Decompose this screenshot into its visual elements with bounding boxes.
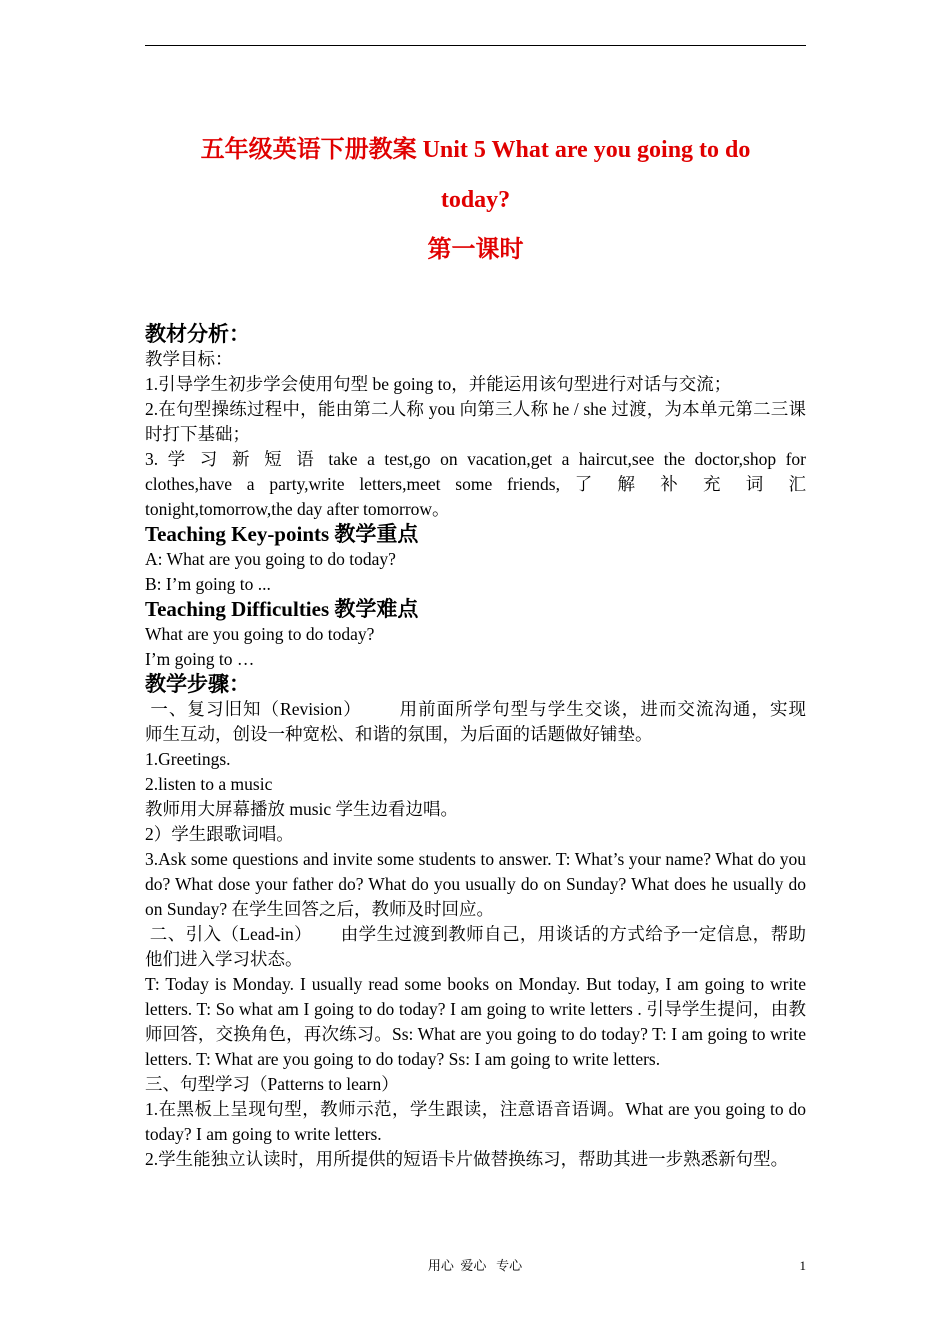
sing-lyrics: 2）学生跟歌词唱。 (145, 824, 294, 844)
dialogue: T: Today is Monday. I usually read some books on Monday. But today, I am going to write letters. T: So what am I going to do today? I am going to write letters . 引导学生提问，由教师回答，交换角色，再次练习。Ss: What are you going to do today? T: I am going to write letters. T: What are you going to do today? Ss: I am going to write letters. (145, 974, 806, 1069)
pattern-1: 1.在黑板上呈现句型，教师示范，学生跟读，注意语音语调。What are you going to do today? I am going to write letters. (145, 1099, 806, 1144)
keypoint-b: B: I’m going to ... (145, 574, 271, 594)
document-title-line2: today? (440, 187, 511, 213)
goal-3-line-2: clothes,have a party,write letters,meet some friends, 了 解 补 充 词 汇 (145, 474, 806, 494)
greetings: 1.Greetings. (145, 749, 231, 769)
goal-3-line-1: 3. 学 习 新 短 语 take a test,go on vacation,get a haircut,see the doctor,shop for (145, 449, 806, 469)
footer-motto: 用心 爱心 专心 (427, 1258, 523, 1273)
difficulties-heading: Teaching Difficulties 教学难点 (145, 597, 419, 621)
header-rule (145, 45, 806, 46)
listen-music: 2.listen to a music (145, 774, 273, 794)
goals-label: 教学目标： (145, 349, 233, 369)
play-music: 教师用大屏幕播放 music 学生边看边唱。 (145, 799, 459, 819)
ask-questions: 3.Ask some questions and invite some students to answer. T: What’s your name? What do you do? What dose your father do? What do you usually do on Sunday? What does he usually do on Sunday? 在学生回答之后，教师及时回应。 (145, 849, 806, 919)
document-title-line1: 五年级英语下册教案 Unit 5 What are you going to do (200, 137, 751, 163)
steps-heading: 教学步骤： (145, 672, 250, 696)
pattern-2: 2.学生能独立认读时，用所提供的短语卡片做替换练习，帮助其进一步熟悉新句型。 (145, 1149, 789, 1169)
page-number: 1 (799, 1258, 806, 1273)
goal-1: 1.引导学生初步学会使用句型 be going to，并能运用该句型进行对话与交流； (145, 374, 732, 394)
lead-in: 二、引入（Lead-in） 由学生过渡到教师自己，用谈话的方式给予一定信息，帮助他们进入学习状态。 (145, 924, 807, 969)
step-1-line-2: 师生互动，创设一种宽松、和谐的氛围，为后面的话题做好铺垫。 (145, 724, 653, 744)
keypoint-a: A: What are you going to do today? (145, 549, 396, 569)
patterns-heading: 三、句型学习（Patterns to learn） (145, 1074, 399, 1094)
lesson-subtitle: 第一课时 (427, 237, 524, 263)
step-1-line-1: 一、复习旧知（Revision） 用前面所学句型与学生交谈，进而交流沟通，实现 (145, 699, 806, 719)
difficulty-1: What are you going to do today? (145, 624, 375, 644)
keypoints-heading: Teaching Key-points 教学重点 (145, 522, 419, 546)
goal-3-line-3: tonight,tomorrow,the day after tomorrow。 (145, 499, 450, 519)
difficulty-2: I’m going to … (145, 649, 255, 669)
analysis-heading: 教材分析： (145, 322, 250, 346)
document-body (145, 322, 806, 1172)
goal-2: 2.在句型操练过程中，能由第二人称 you 向第三人称 he / she 过渡，为本单元第二三课时打下基础； (145, 399, 806, 444)
